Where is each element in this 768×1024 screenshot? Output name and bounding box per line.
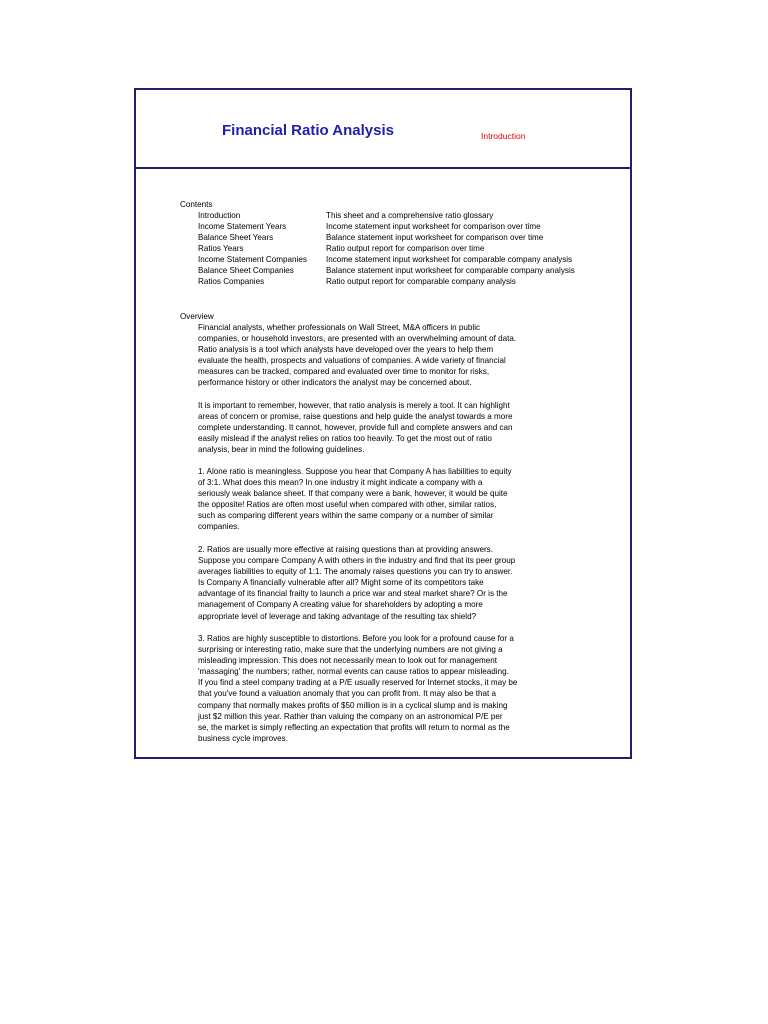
text-line: of 3:1. What does this mean? In one industry it might indicate a company with a	[198, 478, 483, 488]
section-label: Introduction	[481, 131, 526, 141]
sheet-frame	[134, 88, 632, 759]
text-line: performance history or other indicators the analyst may be concerned about.	[198, 378, 472, 388]
contents-item-name: Balance Sheet Companies	[198, 266, 294, 275]
text-line: If you find a steel company trading at a P/E usually reserved for Internet stocks, it may be	[198, 678, 518, 688]
text-line: advantage of its financial frailty to launch a price war and steal market share? Or is the	[198, 589, 508, 599]
contents-heading: Contents	[180, 200, 213, 209]
guideline-2	[198, 544, 568, 622]
contents-item-desc: Balance statement input worksheet for comparison over time	[326, 233, 544, 242]
text-line: areas of concern or promise, raise questions and help guide the analyst towards a more	[198, 412, 513, 422]
contents-item-desc: Income statement input worksheet for comparison over time	[326, 222, 541, 231]
text-line: seriously weak balance sheet. If that company were a bank, however, it would be quite	[198, 489, 508, 499]
text-line: companies, or household investors, are presented with an overwhelming amount of data.	[198, 334, 517, 344]
text-line: Is Company A financially vulnerable after all? Might some of its competitors take	[198, 578, 484, 588]
text-line: the opposite! Ratios are often most useful when compared with other, similar ratios,	[198, 500, 497, 510]
contents-item-name: Ratios Companies	[198, 277, 265, 286]
text-line: 2. Ratios are usually more effective at raising questions than at providing answers.	[198, 545, 493, 554]
text-line: such as comparing different years within the same company or a number of similar	[198, 511, 494, 521]
page-title: Financial Ratio Analysis	[222, 122, 394, 139]
text-line: surprising or interesting ratio, make sure that the underlying numbers are not giving a	[198, 645, 503, 655]
contents-item-desc: Ratio output report for comparable company analysis	[326, 277, 516, 286]
text-line: It is important to remember, however, that ratio analysis is merely a tool. It can highlight	[198, 401, 510, 410]
text-line: appropriate level of leverage and taking advantage of the resulting tax shield?	[198, 611, 477, 621]
contents-item-desc: This sheet and a comprehensive ratio glossary	[326, 211, 494, 220]
contents-item-name: Income Statement Companies	[198, 255, 307, 264]
overview-paragraph-1	[198, 322, 568, 389]
text-line: evaluate the health, prospects and valuations of companies. A wide variety of financial	[198, 356, 506, 366]
contents-item-desc: Balance statement input worksheet for comparable company analysis	[326, 266, 575, 275]
contents-item-desc: Ratio output report for comparison over time	[326, 244, 485, 253]
sheet-header	[136, 90, 630, 169]
text-line: company that normally makes profits of $50 million is in a cyclical slump and is making	[198, 700, 508, 710]
contents-item-name: Ratios Years	[198, 244, 244, 253]
guideline-3	[198, 633, 568, 744]
text-line: easily mislead if the analyst relies on ratios too heavily. To get the most out of ratio	[198, 434, 492, 444]
text-line: 3. Ratios are highly susceptible to distortions. Before you look for a profound cause for a	[198, 634, 514, 643]
text-line: just $2 million this year. Rather than valuing the company on an astronomical P/E per	[198, 711, 503, 721]
text-line: misleading impression. This does not necessarily mean to look out for management	[198, 656, 498, 666]
overview-heading: Overview	[180, 312, 214, 321]
contents-item-name: Introduction	[198, 211, 241, 220]
overview-paragraph-2	[198, 400, 568, 455]
text-line: 1. Alone ratio is meaningless. Suppose you hear that Company A has liabilities to equity	[198, 467, 512, 476]
text-line: 'massaging' the numbers; rather, normal events can cause ratios to appear misleading.	[198, 667, 509, 677]
text-line: se, the market is simply reflecting an expectation that profits will return to normal as the	[198, 722, 510, 732]
contents-item-desc: Income statement input worksheet for comparable company analysis	[326, 255, 573, 264]
text-line: that you've found a valuation anomaly that you can profit from. It may also be that a	[198, 689, 497, 699]
text-line: averages liabilities to equity of 1:1. The anomaly raises questions you can try to answer.	[198, 567, 513, 577]
guideline-1	[198, 466, 568, 533]
contents-item-name: Balance Sheet Years	[198, 233, 274, 242]
text-line: complete understanding. It cannot, however, provide full and complete answers and can	[198, 423, 513, 433]
text-line: companies.	[198, 522, 240, 532]
text-line: analysis, bear in mind the following guidelines.	[198, 445, 365, 455]
text-line: Ratio analysis is a tool which analysts have developed over the years to help them	[198, 345, 494, 355]
contents-item-name: Income Statement Years	[198, 222, 287, 231]
text-line: measures can be tracked, compared and evaluated over time to monitor for risks,	[198, 367, 490, 377]
text-line: Suppose you compare Company A with others in the industry and find that its peer group	[198, 556, 516, 566]
text-line: management of Company A creating value for shareholders by adopting a more	[198, 600, 483, 610]
text-line: business cycle improves.	[198, 733, 288, 743]
text-line: Financial analysts, whether professionals on Wall Street, M&A officers in public	[198, 323, 481, 332]
